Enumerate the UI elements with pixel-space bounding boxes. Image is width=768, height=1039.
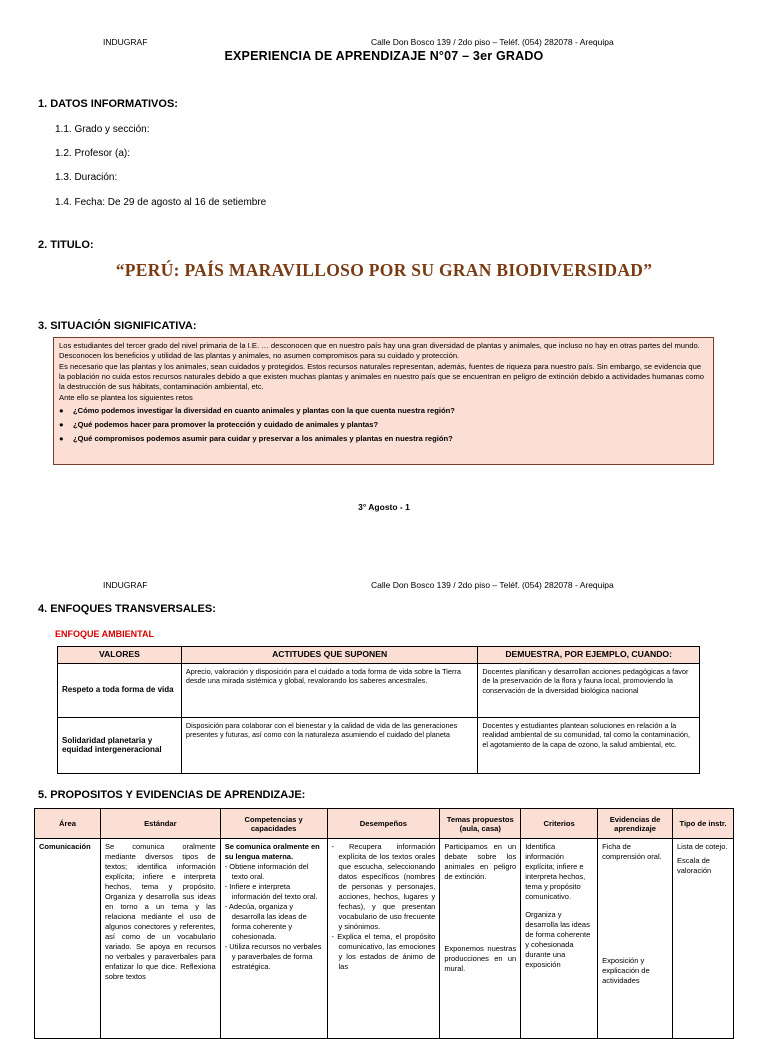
- situacion-paragraph-3: Ante ello se plantea los siguientes retos: [59, 393, 193, 402]
- propositos-table: [34, 808, 734, 1039]
- evidencia-item: Ficha de comprensión oral.: [602, 842, 662, 861]
- col-temas: Temas propuestos (aula, casa): [440, 809, 521, 839]
- desempeno-item: - Explica el tema, el propósito comunicativo, las emociones y los estados de ánimo de las: [339, 932, 436, 972]
- temas-cell: [440, 839, 521, 1039]
- actitud-cell: Disposición para colaborar con el bienestar y la calidad de vida de las generaciones presentes y futuras, así como con la naturaleza asumiendo el cuidado del planeta: [181, 717, 477, 773]
- header-company: INDUGRAF: [103, 37, 148, 47]
- reto-item: [59, 432, 708, 446]
- table-row: [35, 839, 734, 1039]
- enfoques-heading: 4. ENFOQUES TRANSVERSALES:: [38, 603, 216, 615]
- header-address: Calle Don Bosco 139 / 2do piso – Teléf. (054) 282078 - Arequipa: [371, 37, 614, 47]
- evidencia-item: Exposición y explicación de actividades: [602, 956, 650, 985]
- valor-cell: Solidaridad planetaria y equidad intergeneracional: [58, 717, 182, 773]
- table-row: [58, 663, 700, 717]
- instrumento-item: Escala de valoración: [677, 856, 712, 875]
- page-footer: 3° Agosto - 1: [358, 502, 410, 512]
- col-area: Área: [35, 809, 101, 839]
- bullet-icon: ●: [59, 420, 64, 429]
- ejemplo-cell: Docentes planifican y desarrollan acciones pedagógicas a favor de la preservación de la flora y fauna local, promoviendo la conservación de la diversidad biológica nacional: [478, 663, 700, 717]
- table-header-row: [58, 647, 700, 664]
- desempeno-item: - Recupera información explícita de los textos orales que escucha, seleccionando datos específicos (nombres de personas y personajes, acciones, hechos, lugares y fechas), y que presentan vocabulario de uso frecuente y sinónimos.: [339, 842, 436, 932]
- enfoques-table: [57, 646, 700, 774]
- competencias-cell: [220, 839, 327, 1039]
- instrumentos-cell: [673, 839, 734, 1039]
- experience-title: “PERÚ: PAÍS MARAVILLOSO POR SU GRAN BIODIVERSIDAD”: [115, 260, 653, 280]
- col-actitudes: ACTITUDES QUE SUPONEN: [181, 647, 477, 664]
- capacidad-item: - Infiere e interpreta información del texto oral.: [232, 882, 323, 902]
- reto-item: [59, 418, 708, 432]
- situacion-paragraph-1: Los estudiantes del tercer grado del nivel primaria de la I.E. … desconocen que en nuestro país hay una gran diversidad de plantas y animales, que incluso no hay en otras partes del mundo. Desconocen los beneficios y utilidad de las plantas y animales, no asumen compromisos para su cuidado y protección.: [59, 341, 700, 360]
- area-cell: Comunicación: [35, 839, 101, 1039]
- datos-heading: 1. DATOS INFORMATIVOS:: [38, 98, 178, 110]
- titulo-heading: 2. TITULO:: [38, 239, 94, 251]
- enfoque-ambiental-label: ENFOQUE AMBIENTAL: [55, 629, 154, 639]
- reto-text: ¿Cómo podemos investigar la diversidad en cuanto animales y plantas con la que cuenta nuestra región?: [73, 406, 455, 415]
- datos-item-grado: 1.1. Grado y sección:: [55, 124, 150, 135]
- datos-item-fecha: 1.4. Fecha: De 29 de agosto al 16 de setiembre: [55, 197, 267, 208]
- header-company: INDUGRAF: [103, 580, 148, 590]
- desempenos-cell: [327, 839, 440, 1039]
- criterio-item: Organiza y desarrolla las ideas de forma coherente y cohesionada durante una exposición: [525, 910, 591, 969]
- capacidad-item: - Obtiene información del texto oral.: [232, 862, 323, 882]
- criterio-item: Identifica información explícita; infiere e interpreta hechos, tema y propósito comunicativo.: [525, 842, 586, 901]
- col-desempenos: Desempeños: [327, 809, 440, 839]
- col-instrumentos: Tipo de instr.: [673, 809, 734, 839]
- datos-item-profesor: 1.2. Profesor (a):: [55, 148, 131, 159]
- valor-cell: Respeto a toda forma de vida: [58, 663, 182, 717]
- situacion-box: [53, 337, 714, 465]
- situacion-heading: 3. SITUACIÓN SIGNIFICATIVA:: [38, 320, 197, 332]
- situacion-paragraph-2: Es necesario que las plantas y los animales, sean cuidados y protegidos. Estos recursos naturales representan, además, fuentes de riqueza para nuestro país. Sin embargo, se evidencia que la población no cuida estos recursos naturales debido a que existen muchas plantas y animales en nuestro país que se encuentran en peligro de extinción debido a actividades humanas como la destrucción de sus hábitats, contaminación ambiental, etc.: [59, 362, 705, 391]
- bullet-icon: ●: [59, 434, 64, 443]
- reto-text: ¿Qué podemos hacer para promover la protección y cuidado de animales y plantas?: [73, 420, 379, 429]
- col-competencias: Competencias y capacidades: [220, 809, 327, 839]
- capacidad-item: - Adecúa, organiza y desarrolla las ideas de forma coherente y cohesionada.: [232, 902, 323, 942]
- capacidad-item: - Utiliza recursos no verbales y paraverbales de forma estratégica.: [232, 942, 323, 972]
- actitud-cell: Aprecio, valoración y disposición para el cuidado a toda forma de vida sobre la Tierra desde una mirada sistémica y global, revalorando los saberes ancestrales.: [181, 663, 477, 717]
- tema-item: Participamos en un debate sobre los animales en peligro de extinción.: [444, 842, 517, 881]
- table-header-row: [35, 809, 734, 839]
- tema-item: Exponemos nuestras producciones en un mural.: [444, 944, 517, 973]
- col-demuestra: DEMUESTRA, POR EJEMPLO, CUANDO:: [478, 647, 700, 664]
- ejemplo-cell: Docentes y estudiantes plantean soluciones en relación a la realidad ambiental de su comunidad, tal como la contaminación, el agotamiento de la capa de ozono, la salud ambiental, etc.: [478, 717, 700, 773]
- reto-text: ¿Qué compromisos podemos asumir para cuidar y preservar a los animales y plantas en nuestra región?: [73, 434, 453, 443]
- header-address: Calle Don Bosco 139 / 2do piso – Teléf. (054) 282078 - Arequipa: [371, 580, 614, 590]
- estandar-cell: Se comunica oralmente mediante diversos tipos de textos; identifica información explícita; infiere e interpreta hechos, tema y propósito. Organiza y desarrolla sus ideas en torno a un tema y las relaciona mediante el uso de algunos conectores y referentes, así como de un vocabulario variado. Se apoya en recursos no verbales y paraverbales para enfatizar lo que dice. Reflexiona sobre textos: [100, 839, 220, 1039]
- propositos-heading: 5. PROPOSITOS Y EVIDENCIAS DE APRENDIZAJE:: [38, 789, 306, 801]
- criterios-cell: [521, 839, 598, 1039]
- competencia-title: Se comunica oralmente en su lengua materna.: [224, 842, 320, 861]
- col-valores: VALORES: [58, 647, 182, 664]
- datos-item-duracion: 1.3. Duración:: [55, 172, 118, 183]
- bullet-icon: ●: [59, 406, 64, 415]
- page-title: EXPERIENCIA DE APRENDIZAJE N°07 – 3er GRADO: [224, 49, 544, 63]
- reto-item: [59, 404, 708, 418]
- col-estandar: Estándar: [100, 809, 220, 839]
- instrumento-item: Lista de cotejo.: [677, 842, 728, 851]
- col-criterios: Criterios: [521, 809, 598, 839]
- evidencias-cell: [598, 839, 673, 1039]
- col-evidencias: Evidencias de aprendizaje: [598, 809, 673, 839]
- table-row: [58, 717, 700, 773]
